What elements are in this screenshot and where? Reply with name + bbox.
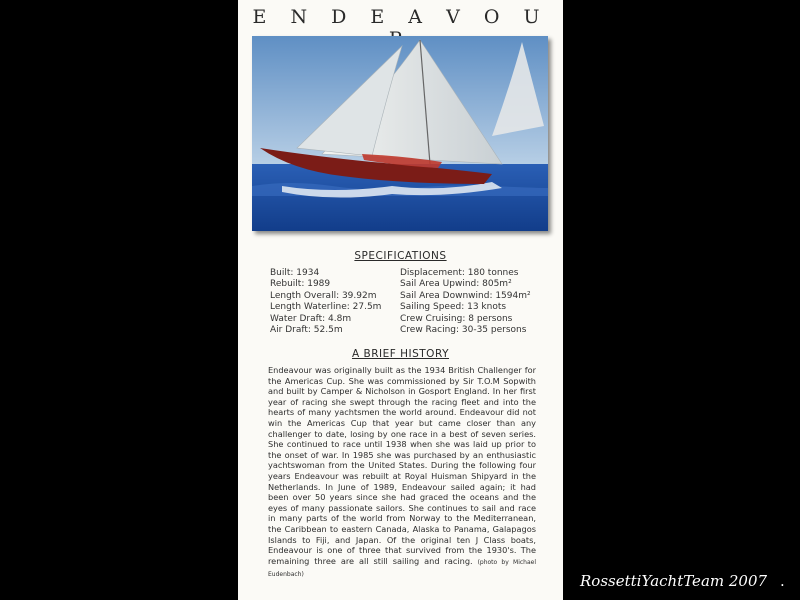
spec-sail-area-upwind: Sail Area Upwind: 805m² (400, 279, 512, 290)
specifications-heading: SPECIFICATIONS (354, 250, 447, 262)
yacht-photo (252, 36, 548, 231)
photo-credit: (photo by Michael Eudenbach) (268, 558, 537, 579)
spec-water-draft: Water Draft: 4.8m (270, 313, 352, 324)
spec-sail-area-downwind: Sail Area Downwind: 1594m² (400, 290, 531, 301)
specifications-left-column (270, 268, 400, 336)
spec-built: Built: 1934 (270, 268, 320, 278)
watermark: RossettiYachtTeam 2007 (580, 572, 768, 590)
history-paragraph (268, 365, 536, 581)
specifications-right-column (400, 268, 560, 336)
history-text: Endeavour was originally built as the 1934 British Challenger for the Americas Cup. She was commissioned by Sir T.O.M Sopwith and built by Camper & Nicholson in Gosport England. In her first year of racing she swept through the racing fleet and into the hearts of many yachtsmen the world around. Endeavour did not win the Americas Cup that year but came closer than any challenger to date, losing by one race in a best of seven series. She continued to race until 1938 when she was laid up prior to the onset of war. In 1985 she was purchased by an enthusiastic yachtswoman from the United States. During the following four years Endeavour was rebuilt at Royal Huisman Shipyard in the Netherlands. In June of 1989, Endeavour sailed again; it had been over 50 years since she had graced the oceans and the eyes of many passionate sailors. She continues to sail and race in many parts of the world from Norway to the Mediterranean, the Caribbean to eastern Canada, Alaska to Panama, Galapagos Islands to Fiji, and Japan. Of the original ten J Class boats, Endeavour is one of three that survived from the 1930's. The remaining three are all still sailing and racing. (268, 365, 536, 566)
yacht-name-title: E N D E A V O U (252, 6, 549, 28)
yacht-illustration (252, 36, 548, 231)
spec-rebuilt: Rebuilt: 1989 (270, 279, 331, 290)
spec-displacement: Displacement: 180 tonnes (400, 268, 519, 278)
brochure-card (238, 0, 563, 600)
spec-crew-racing: Crew Racing: 30-35 persons (400, 325, 527, 336)
spec-length-overall: Length Overall: 39.92m (270, 290, 377, 301)
spec-length-waterline: Length Waterline: 27.5m (270, 302, 382, 313)
spec-sailing-speed: Sailing Speed: 13 knots (400, 302, 507, 313)
spec-crew-cruising: Crew Cruising: 8 persons (400, 313, 513, 324)
spec-air-draft: Air Draft: 52.5m (270, 325, 343, 336)
history-heading: A BRIEF HISTORY (351, 348, 449, 360)
watermark-dot: . (780, 572, 785, 590)
